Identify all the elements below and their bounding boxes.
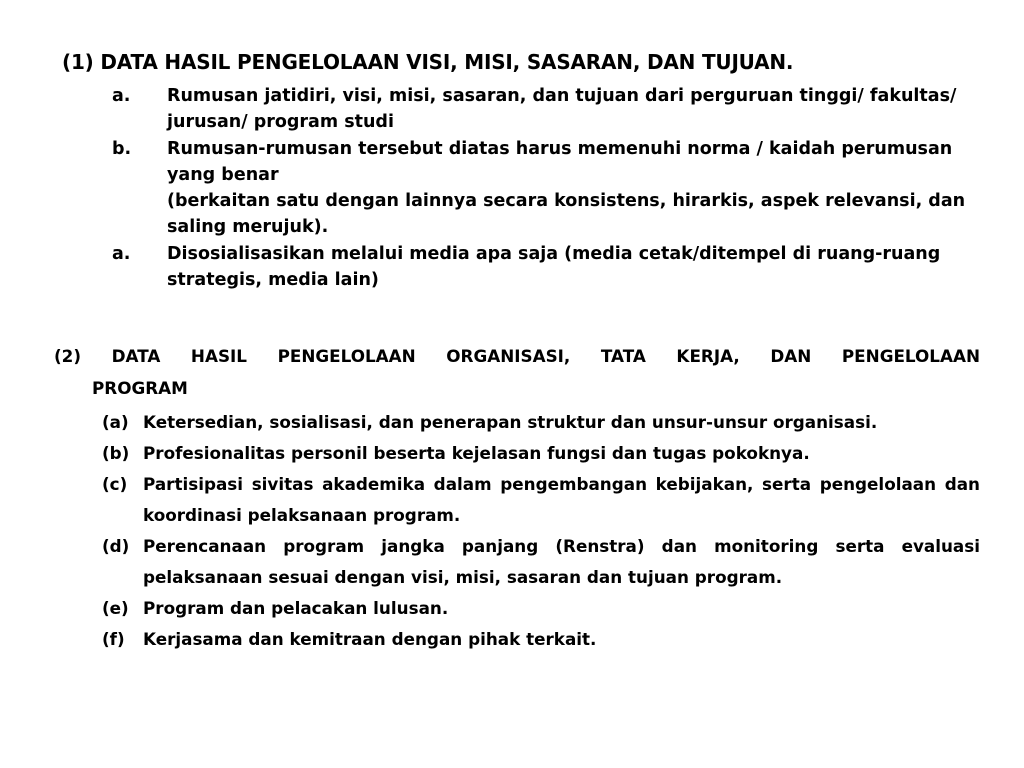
list-item-text: Perencanaan program jangka panjang (Renstra) dan monitoring serta evaluasi pelaksanaan sesuai dengan visi, misi, sasaran dan tujuan program. — [143, 536, 980, 587]
list-marker: (d) — [102, 536, 130, 556]
list-marker: (c) — [102, 474, 128, 494]
list-item-line: (berkaitan satu dengan lainnya secara konsistens, hirarkis, aspek relevansi, dan saling merujuk). — [167, 191, 966, 237]
list-item-line: Rumusan jatidiri, visi, misi, sasaran, dan tujuan dari perguruan tinggi/ fakultas/ jurusan/ program studi — [167, 86, 957, 132]
list-marker: (f) — [102, 629, 125, 649]
section-2-list — [102, 407, 980, 655]
list-item — [102, 469, 980, 531]
list-item — [102, 624, 980, 655]
list-item-text: Partisipasi sivitas akademika dalam pengembangan kebijakan, serta pengelolaan dan koordinasi pelaksanaan program. — [143, 474, 980, 525]
section-2-title-line: PROGRAM — [92, 378, 188, 398]
list-item-text — [167, 83, 990, 135]
list-item — [102, 407, 980, 438]
list-item-text — [167, 241, 990, 293]
list-marker: a. — [112, 86, 131, 106]
list-item — [110, 136, 990, 240]
list-marker: b. — [112, 139, 132, 159]
list-item — [110, 83, 990, 135]
list-item — [102, 531, 980, 593]
section-1-title: (1) DATA HASIL PENGELOLAAN VISI, MISI, SASARAN, DAN TUJUAN. — [62, 50, 794, 74]
section-2-title — [54, 340, 980, 404]
list-item-text: Ketersedian, sosialisasi, dan penerapan struktur dan unsur-unsur organisasi. — [143, 412, 878, 432]
list-marker: (b) — [102, 443, 130, 463]
section-1-list — [110, 83, 990, 294]
list-item — [102, 438, 980, 469]
list-marker: (e) — [102, 598, 129, 618]
list-item-line: Rumusan-rumusan tersebut diatas harus memenuhi norma / kaidah perumusan yang benar — [167, 139, 953, 185]
list-item-text: Program dan pelacakan lulusan. — [143, 598, 449, 618]
section-2-title-line: (2) DATA HASIL PENGELOLAAN ORGANISASI, TATA KERJA, DAN PENGELOLAAN — [54, 346, 980, 366]
list-item-line: Disosialisasikan melalui media apa saja (media cetak/ditempel di ruang-ruang strategis, media lain) — [167, 244, 941, 290]
list-item-text: Profesionalitas personil beserta kejelasan fungsi dan tugas pokoknya. — [143, 443, 810, 463]
list-item — [102, 593, 980, 624]
list-item — [110, 241, 990, 293]
list-item-text — [167, 136, 990, 240]
list-marker: a. — [112, 244, 131, 264]
list-marker: (a) — [102, 412, 129, 432]
list-item-text: Kerjasama dan kemitraan dengan pihak terkait. — [143, 629, 597, 649]
